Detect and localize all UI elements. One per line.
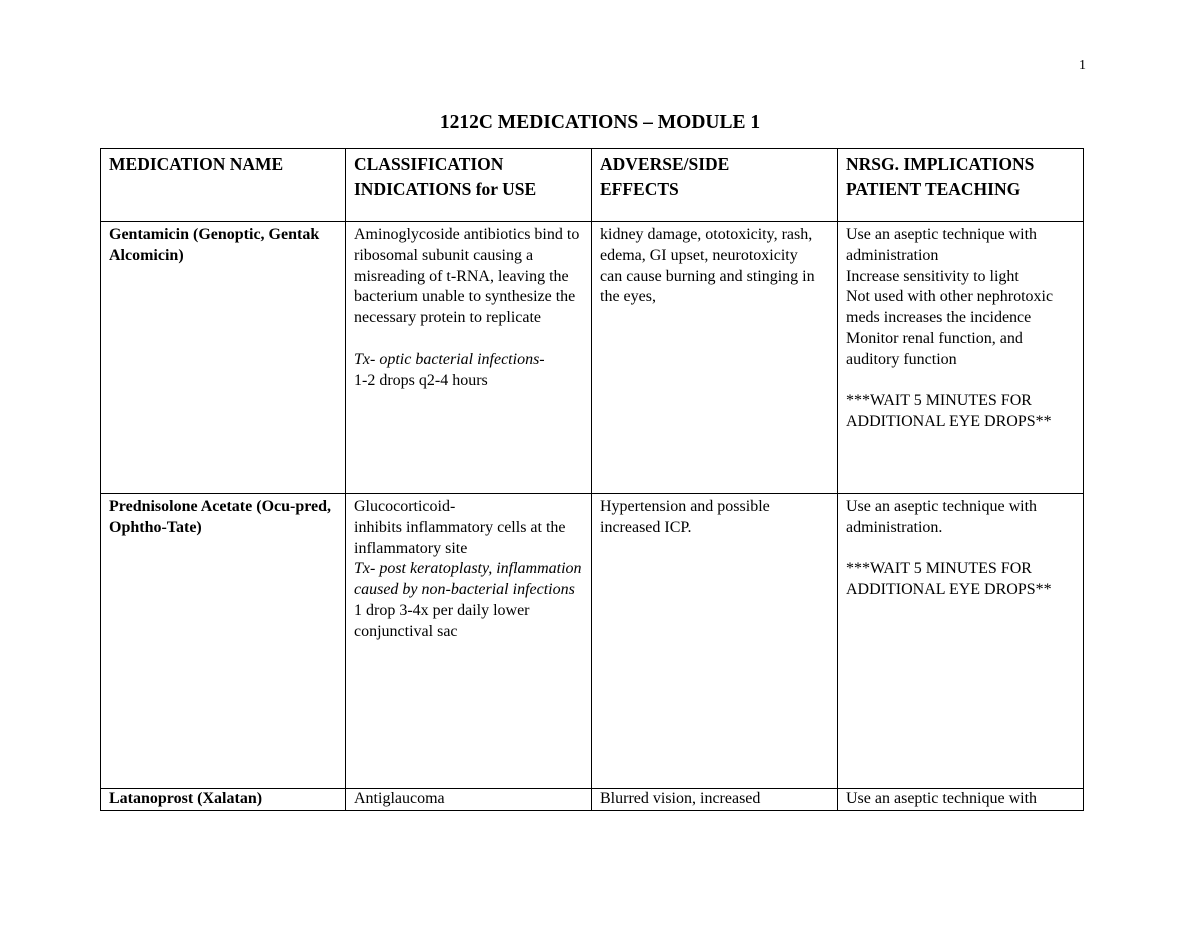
cell-text-line: inhibits inflammatory cells at the inflammatory site <box>354 518 566 557</box>
medication-name: Prednisolone Acetate (Ocu-pred, Ophtho-Tate) <box>109 498 332 536</box>
cell-text-line: Tx- optic bacterial infections- <box>354 350 545 368</box>
medication-name-cell <box>101 494 346 789</box>
adverse-effects-cell <box>592 789 838 811</box>
classification-cell <box>346 789 592 811</box>
classification-cell <box>346 494 592 789</box>
cell-text-line: ***WAIT 5 MINUTES FOR ADDITIONAL EYE DROPS** <box>846 560 1052 599</box>
adverse-effects-cell <box>592 222 838 494</box>
medications-table <box>100 148 1084 811</box>
cell-text-line: Increase sensitivity to light <box>846 267 1019 285</box>
cell-text-line: Antiglaucoma <box>354 790 445 807</box>
adverse-effects-cell <box>592 494 838 789</box>
cell-text-line: Use an aseptic technique with <box>846 790 1038 807</box>
cell-text-line: Monitor renal function, and auditory function <box>846 329 1023 368</box>
table-header-row <box>101 149 1084 222</box>
medication-name: Latanoprost (Xalatan) <box>109 790 263 807</box>
cell-text-line: Not used with other nephrotoxic meds increases the incidence <box>846 288 1054 327</box>
header-line: ADVERSE/SIDE <box>600 154 730 174</box>
cell-text-line: can cause burning and stinging in the eyes, <box>600 267 815 306</box>
cell-text-line <box>846 539 1075 560</box>
cell-text-line: Use an aseptic technique with administration. <box>846 498 1038 536</box>
cell-text-line: kidney damage, ototoxicity, rash, edema, GI upset, neurotoxicity <box>600 226 813 264</box>
cell-text-line: Glucocorticoid- <box>354 498 456 515</box>
nursing-implications-cell <box>838 494 1084 789</box>
header-line: INDICATIONS for USE <box>354 179 537 199</box>
header-line: NRSG. IMPLICATIONS <box>846 154 1035 174</box>
header-adverse-effects <box>592 149 838 222</box>
nursing-implications-cell <box>838 222 1084 494</box>
medication-name-cell <box>101 222 346 494</box>
cell-text-line: 1-2 drops q2-4 hours <box>354 371 488 389</box>
nursing-implications-cell <box>838 789 1084 811</box>
cell-text-line: Tx- post keratoplasty, inflammation caused by non-bacterial infections <box>354 560 582 599</box>
page-number: 1 <box>1079 58 1086 73</box>
table-row <box>101 222 1084 494</box>
header-nursing-implications <box>838 149 1084 222</box>
header-line: CLASSIFICATION <box>354 154 504 174</box>
header-line: PATIENT TEACHING <box>846 179 1021 199</box>
cell-text-line: 1 drop 3-4x per daily lower conjunctival sac <box>354 601 530 640</box>
table-row <box>101 494 1084 789</box>
document-title: 1212C MEDICATIONS – MODULE 1 <box>439 112 761 133</box>
cell-text-line: Blurred vision, increased <box>600 790 761 807</box>
cell-text-line: Aminoglycoside antibiotics bind to ribosomal subunit causing a misreading of t-RNA, leaving the bacterium unable to synthesize the necessary protein to replicate <box>354 226 580 327</box>
header-medication-name <box>101 149 346 222</box>
cell-text-line <box>354 329 583 350</box>
header-classification <box>346 149 592 222</box>
header-line: EFFECTS <box>600 179 679 199</box>
medication-name: Gentamicin (Genoptic, Gentak Alcomicin) <box>109 226 320 264</box>
table-row <box>101 789 1084 811</box>
header-line: MEDICATION NAME <box>109 154 284 174</box>
cell-text-line: Use an aseptic technique with administration <box>846 226 1038 264</box>
cell-text-line: Hypertension and possible increased ICP. <box>600 498 770 536</box>
classification-cell <box>346 222 592 494</box>
medication-name-cell <box>101 789 346 811</box>
cell-text-line: ***WAIT 5 MINUTES FOR ADDITIONAL EYE DROPS** <box>846 392 1052 431</box>
cell-text-line <box>846 371 1075 392</box>
